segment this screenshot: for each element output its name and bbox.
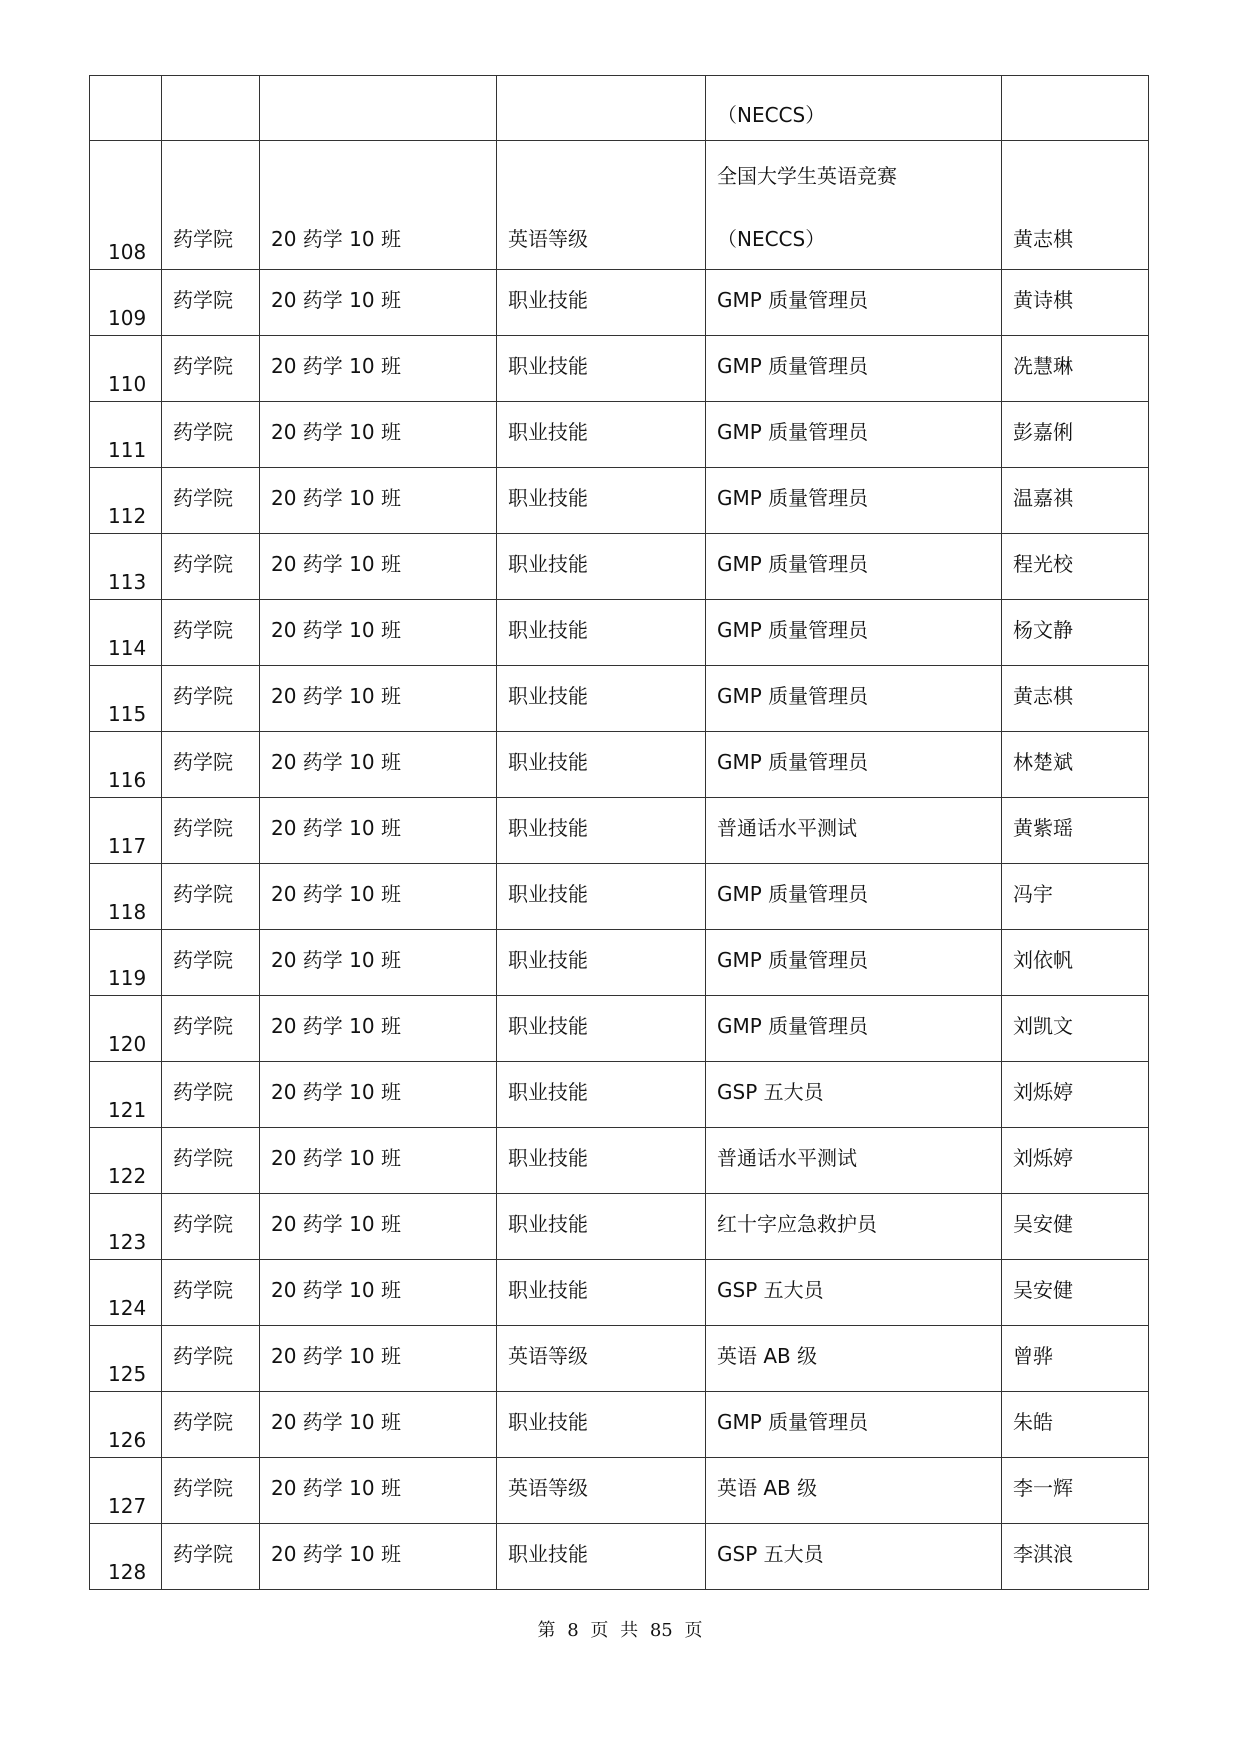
row-number: 120 (108, 1032, 147, 1056)
item-text: GMP 质量管理员 (717, 1410, 869, 1434)
cell-college (162, 1260, 260, 1326)
cell-college (162, 141, 260, 270)
row-number: 125 (108, 1362, 147, 1386)
page-footer: 第 8 页 共 85 页 (537, 1620, 703, 1641)
cell-item (706, 270, 1002, 336)
row-number: 118 (108, 900, 147, 924)
cell-category (497, 1458, 706, 1524)
class-text: 20 药学 10 班 (271, 420, 401, 444)
college-text: 药学院 (173, 1410, 233, 1434)
cell-name (1002, 1128, 1149, 1194)
student-name: 曾骅 (1013, 1344, 1053, 1368)
cell-college (162, 1194, 260, 1260)
cell-name (1002, 1392, 1149, 1458)
cell-category (497, 1062, 706, 1128)
student-name: 刘凯文 (1013, 1014, 1073, 1038)
cell-no (90, 1260, 162, 1326)
item-text: 英语 AB 级 (717, 1344, 818, 1368)
table-row (90, 1062, 1149, 1128)
class-text: 20 药学 10 班 (271, 1014, 401, 1038)
cell-item (706, 1392, 1002, 1458)
category-text: 职业技能 (508, 1542, 588, 1566)
item-text: GMP 质量管理员 (717, 552, 869, 576)
cell-item (706, 732, 1002, 798)
cell-name (1002, 1326, 1149, 1392)
row-number: 109 (108, 306, 147, 330)
cell-no (90, 141, 162, 270)
class-text: 20 药学 10 班 (271, 354, 401, 378)
class-text: 20 药学 10 班 (271, 882, 401, 906)
cell-no (90, 402, 162, 468)
cell-item (706, 1260, 1002, 1326)
cell-class (260, 1392, 497, 1458)
cell-name (1002, 600, 1149, 666)
cell-college (162, 1458, 260, 1524)
item-text: GMP 质量管理员 (717, 420, 869, 444)
cell-no (90, 798, 162, 864)
category-text: 职业技能 (508, 288, 588, 312)
row-number: 128 (108, 1560, 147, 1584)
cell-category (497, 141, 706, 270)
cell-no (90, 996, 162, 1062)
category-text: 职业技能 (508, 1278, 588, 1302)
student-name: 吴安健 (1013, 1278, 1073, 1302)
cell-class (260, 732, 497, 798)
cell-no (90, 600, 162, 666)
college-text: 药学院 (173, 816, 233, 840)
category-text: 职业技能 (508, 354, 588, 378)
cell-category (497, 76, 706, 141)
cell-class (260, 600, 497, 666)
college-text: 药学院 (173, 1278, 233, 1302)
cell-name (1002, 798, 1149, 864)
cell-no (90, 336, 162, 402)
cell-name (1002, 534, 1149, 600)
college-text: 药学院 (173, 552, 233, 576)
cell-category (497, 468, 706, 534)
row-number: 110 (108, 372, 147, 396)
cell-class (260, 666, 497, 732)
table-row (90, 1458, 1149, 1524)
item-text: （NECCS） (717, 103, 826, 127)
cell-item (706, 534, 1002, 600)
cell-college (162, 1062, 260, 1128)
cell-category (497, 270, 706, 336)
table-row (90, 864, 1149, 930)
cell-college (162, 76, 260, 141)
cell-class (260, 141, 497, 270)
student-name: 温嘉祺 (1013, 486, 1073, 510)
college-text: 药学院 (173, 420, 233, 444)
cell-item (706, 468, 1002, 534)
cell-college (162, 864, 260, 930)
item-text: GMP 质量管理员 (717, 882, 869, 906)
class-text: 20 药学 10 班 (271, 486, 401, 510)
college-text: 药学院 (173, 354, 233, 378)
item-text: GSP 五大员 (717, 1542, 824, 1566)
item-text: GMP 质量管理员 (717, 684, 869, 708)
cell-category (497, 996, 706, 1062)
row-number: 124 (108, 1296, 147, 1320)
category-text: 职业技能 (508, 1146, 588, 1170)
cell-item (706, 798, 1002, 864)
cell-class (260, 1194, 497, 1260)
table-row (90, 270, 1149, 336)
cell-class (260, 1062, 497, 1128)
student-name: 刘烁婷 (1013, 1080, 1073, 1104)
class-text: 20 药学 10 班 (271, 288, 401, 312)
category-text: 职业技能 (508, 882, 588, 906)
cell-category (497, 534, 706, 600)
student-name: 刘依帆 (1013, 948, 1073, 972)
category-text: 职业技能 (508, 1014, 588, 1038)
cell-item (706, 1062, 1002, 1128)
cell-no (90, 1326, 162, 1392)
cell-name (1002, 1524, 1149, 1590)
student-name: 李一辉 (1013, 1476, 1073, 1500)
student-name: 杨文静 (1013, 618, 1073, 642)
table-row (90, 1326, 1149, 1392)
cell-college (162, 1524, 260, 1590)
row-number: 123 (108, 1230, 147, 1254)
row-number: 111 (108, 438, 147, 462)
item-text: GMP 质量管理员 (717, 354, 869, 378)
college-text: 药学院 (173, 618, 233, 642)
college-text: 药学院 (173, 227, 233, 251)
item-text: GSP 五大员 (717, 1080, 824, 1104)
cell-category (497, 1194, 706, 1260)
cell-category (497, 864, 706, 930)
class-text: 20 药学 10 班 (271, 1212, 401, 1236)
cell-item (706, 141, 1002, 270)
class-text: 20 药学 10 班 (271, 1476, 401, 1500)
college-text: 药学院 (173, 1542, 233, 1566)
table-row (90, 1194, 1149, 1260)
category-text: 英语等级 (508, 1344, 588, 1368)
cell-class (260, 930, 497, 996)
cell-class (260, 1524, 497, 1590)
cell-name (1002, 1062, 1149, 1128)
cell-college (162, 798, 260, 864)
category-text: 职业技能 (508, 1212, 588, 1236)
cell-item (706, 76, 1002, 141)
table-row (90, 930, 1149, 996)
cell-item (706, 930, 1002, 996)
category-text: 职业技能 (508, 618, 588, 642)
cell-no (90, 864, 162, 930)
cell-category (497, 732, 706, 798)
cell-class (260, 1326, 497, 1392)
certificate-table (89, 75, 1149, 1590)
cell-class (260, 1458, 497, 1524)
class-text: 20 药学 10 班 (271, 1410, 401, 1434)
item-text: GMP 质量管理员 (717, 948, 869, 972)
cell-college (162, 1128, 260, 1194)
cell-category (497, 336, 706, 402)
cell-name (1002, 732, 1149, 798)
cell-category (497, 1260, 706, 1326)
student-name: 林楚斌 (1013, 750, 1073, 774)
category-text: 职业技能 (508, 420, 588, 444)
cell-item (706, 336, 1002, 402)
row-number: 117 (108, 834, 147, 858)
table-row (90, 1128, 1149, 1194)
cell-name (1002, 1458, 1149, 1524)
cell-item (706, 1128, 1002, 1194)
row-number: 122 (108, 1164, 147, 1188)
item-text: GMP 质量管理员 (717, 288, 869, 312)
student-name: 黄诗棋 (1013, 288, 1073, 312)
table-row (90, 1392, 1149, 1458)
cell-college (162, 1392, 260, 1458)
category-text: 英语等级 (508, 227, 588, 251)
table-row (90, 600, 1149, 666)
college-text: 药学院 (173, 882, 233, 906)
college-text: 药学院 (173, 1014, 233, 1038)
class-text: 20 药学 10 班 (271, 552, 401, 576)
cell-no (90, 1128, 162, 1194)
category-text: 职业技能 (508, 948, 588, 972)
row-number: 114 (108, 636, 147, 660)
cell-college (162, 666, 260, 732)
item-text: GMP 质量管理员 (717, 618, 869, 642)
student-name: 黄志棋 (1013, 684, 1073, 708)
table-row (90, 1524, 1149, 1590)
category-text: 职业技能 (508, 1080, 588, 1104)
cell-class (260, 336, 497, 402)
cell-item (706, 1524, 1002, 1590)
cell-item (706, 1458, 1002, 1524)
cell-college (162, 468, 260, 534)
student-name: 吴安健 (1013, 1212, 1073, 1236)
cell-college (162, 732, 260, 798)
cell-college (162, 270, 260, 336)
cell-name (1002, 141, 1149, 270)
student-name: 黄紫瑶 (1013, 816, 1073, 840)
row-number: 121 (108, 1098, 147, 1122)
cell-name (1002, 666, 1149, 732)
cell-class (260, 270, 497, 336)
cell-no (90, 1392, 162, 1458)
cell-category (497, 1524, 706, 1590)
cell-category (497, 402, 706, 468)
cell-no (90, 666, 162, 732)
cell-category (497, 1392, 706, 1458)
item-text-line2: （NECCS） (717, 227, 826, 251)
cell-college (162, 402, 260, 468)
cell-name (1002, 336, 1149, 402)
table-row (90, 402, 1149, 468)
cell-no (90, 1062, 162, 1128)
student-name: 朱皓 (1013, 1410, 1053, 1434)
category-text: 职业技能 (508, 1410, 588, 1434)
class-text: 20 药学 10 班 (271, 1344, 401, 1368)
table-row (90, 732, 1149, 798)
category-text: 职业技能 (508, 750, 588, 774)
class-text: 20 药学 10 班 (271, 684, 401, 708)
cell-category (497, 1326, 706, 1392)
cell-college (162, 996, 260, 1062)
cell-class (260, 1260, 497, 1326)
cell-name (1002, 402, 1149, 468)
table-row (90, 996, 1149, 1062)
cell-item (706, 996, 1002, 1062)
row-number: 119 (108, 966, 147, 990)
row-number: 115 (108, 702, 147, 726)
cell-class (260, 996, 497, 1062)
college-text: 药学院 (173, 1146, 233, 1170)
cell-no (90, 76, 162, 141)
student-name: 冯宇 (1013, 882, 1053, 906)
cell-class (260, 864, 497, 930)
cell-college (162, 600, 260, 666)
class-text: 20 药学 10 班 (271, 618, 401, 642)
table-row (90, 534, 1149, 600)
cell-name (1002, 270, 1149, 336)
college-text: 药学院 (173, 288, 233, 312)
cell-no (90, 930, 162, 996)
item-text: 普通话水平测试 (717, 1146, 857, 1170)
cell-name (1002, 1194, 1149, 1260)
college-text: 药学院 (173, 1344, 233, 1368)
cell-class (260, 402, 497, 468)
cell-category (497, 798, 706, 864)
college-text: 药学院 (173, 1212, 233, 1236)
cell-category (497, 666, 706, 732)
item-text: GMP 质量管理员 (717, 750, 869, 774)
certificate-table-container (89, 75, 1148, 1590)
class-text: 20 药学 10 班 (271, 1080, 401, 1104)
student-name: 刘烁婷 (1013, 1146, 1073, 1170)
cell-no (90, 270, 162, 336)
cell-category (497, 600, 706, 666)
cell-class (260, 1128, 497, 1194)
item-text: 英语 AB 级 (717, 1476, 818, 1500)
cell-no (90, 1458, 162, 1524)
row-number: 127 (108, 1494, 147, 1518)
college-text: 药学院 (173, 1080, 233, 1104)
row-number: 112 (108, 504, 147, 528)
row-number: 113 (108, 570, 147, 594)
class-text: 20 药学 10 班 (271, 1542, 401, 1566)
cell-item (706, 1194, 1002, 1260)
cell-no (90, 1194, 162, 1260)
cell-item (706, 402, 1002, 468)
cell-college (162, 534, 260, 600)
cell-class (260, 798, 497, 864)
cell-name (1002, 864, 1149, 930)
category-text: 英语等级 (508, 1476, 588, 1500)
student-name: 彭嘉俐 (1013, 420, 1073, 444)
student-name: 程光校 (1013, 552, 1073, 576)
cell-no (90, 1524, 162, 1590)
class-text: 20 药学 10 班 (271, 227, 401, 251)
student-name: 黄志棋 (1013, 227, 1073, 251)
cell-class (260, 468, 497, 534)
cell-no (90, 534, 162, 600)
item-text: 普通话水平测试 (717, 816, 857, 840)
cell-name (1002, 468, 1149, 534)
cell-item (706, 666, 1002, 732)
row-number: 116 (108, 768, 147, 792)
category-text: 职业技能 (508, 816, 588, 840)
cell-name (1002, 996, 1149, 1062)
class-text: 20 药学 10 班 (271, 1278, 401, 1302)
table-row (90, 468, 1149, 534)
cell-category (497, 930, 706, 996)
cell-name (1002, 1260, 1149, 1326)
class-text: 20 药学 10 班 (271, 1146, 401, 1170)
category-text: 职业技能 (508, 684, 588, 708)
row-number: 108 (108, 240, 147, 264)
item-text: GMP 质量管理员 (717, 486, 869, 510)
cell-class (260, 534, 497, 600)
college-text: 药学院 (173, 1476, 233, 1500)
class-text: 20 药学 10 班 (271, 948, 401, 972)
class-text: 20 药学 10 班 (271, 750, 401, 774)
cell-no (90, 468, 162, 534)
cell-name (1002, 930, 1149, 996)
cell-name (1002, 76, 1149, 141)
class-text: 20 药学 10 班 (271, 816, 401, 840)
cell-college (162, 1326, 260, 1392)
cell-item (706, 864, 1002, 930)
cell-category (497, 1128, 706, 1194)
college-text: 药学院 (173, 684, 233, 708)
cell-class (260, 76, 497, 141)
item-text: 红十字应急救护员 (717, 1212, 877, 1236)
table-row (90, 798, 1149, 864)
category-text: 职业技能 (508, 552, 588, 576)
student-name: 冼慧琳 (1013, 354, 1073, 378)
cell-college (162, 336, 260, 402)
table-row (90, 666, 1149, 732)
table-row (90, 141, 1149, 270)
college-text: 药学院 (173, 486, 233, 510)
table-row (90, 1260, 1149, 1326)
cell-no (90, 732, 162, 798)
college-text: 药学院 (173, 948, 233, 972)
item-text: GMP 质量管理员 (717, 1014, 869, 1038)
item-text: 全国大学生英语竞赛 (717, 164, 897, 188)
table-row (90, 336, 1149, 402)
cell-item (706, 600, 1002, 666)
table-body (90, 76, 1149, 1590)
category-text: 职业技能 (508, 486, 588, 510)
college-text: 药学院 (173, 750, 233, 774)
row-number: 126 (108, 1428, 147, 1452)
cell-item (706, 1326, 1002, 1392)
item-text: GSP 五大员 (717, 1278, 824, 1302)
table-row-continued (90, 76, 1149, 141)
student-name: 李淇浪 (1013, 1542, 1073, 1566)
cell-college (162, 930, 260, 996)
